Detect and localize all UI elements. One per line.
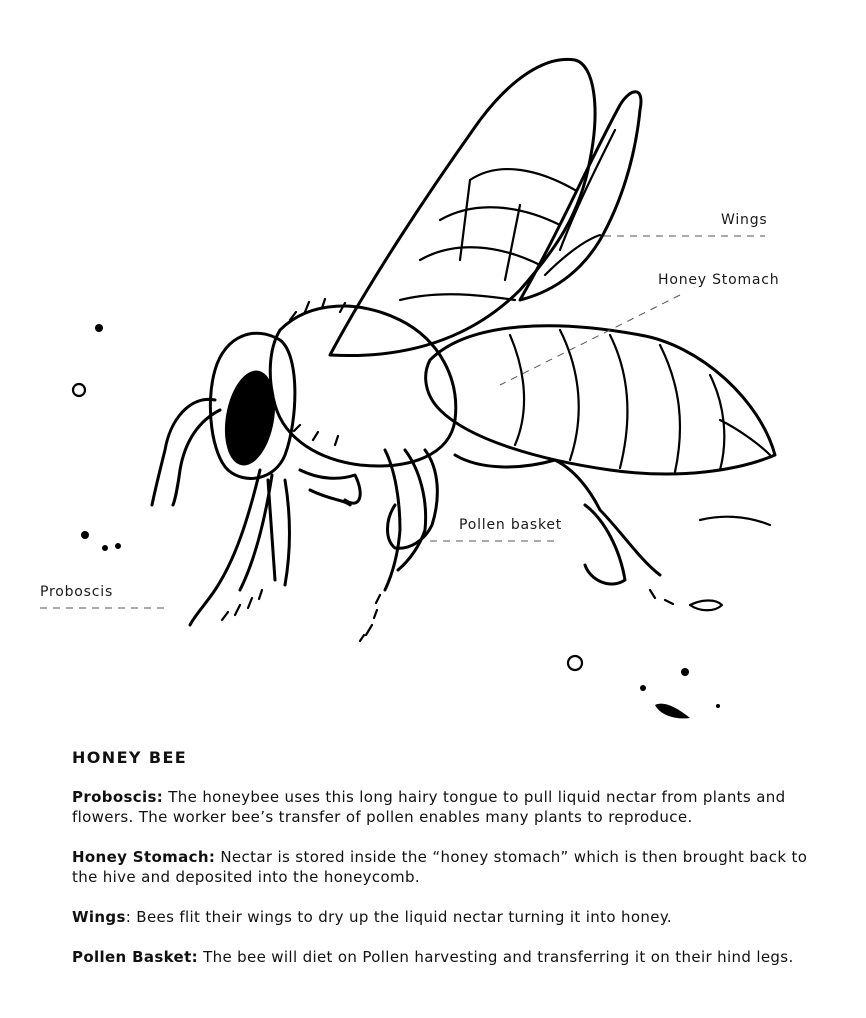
- bee-illustration: [73, 59, 775, 718]
- speckle: [102, 545, 108, 551]
- honey-stomach-label: Honey Stomach: [658, 272, 780, 288]
- speckle: [681, 668, 689, 676]
- antenna-right: [173, 410, 220, 505]
- title: HONEY BEE: [72, 748, 188, 767]
- abdomen-stripes: [510, 330, 770, 472]
- entry-term: Proboscis:: [72, 788, 164, 806]
- entry-body: Nectar is stored inside the “honey stomach” which is then brought back to the hive and deposited into the honeycomb.: [72, 848, 808, 886]
- callout-wings: [604, 212, 767, 236]
- forewing: [330, 59, 595, 355]
- hindwing-veins: [545, 130, 615, 275]
- front-leg: [300, 470, 360, 505]
- compound-eye: [218, 367, 282, 470]
- honey-stomach-leader: [500, 295, 680, 385]
- forewing-veins: [400, 169, 575, 300]
- entry-proboscis: [72, 787, 832, 827]
- entry-body: : Bees flit their wings to dry up the liquid nectar turning it into honey.: [125, 908, 673, 926]
- description-block: [72, 748, 832, 987]
- wings-label: Wings: [721, 212, 768, 228]
- callout-pollen-basket: [430, 517, 562, 541]
- thorax-hair: [290, 299, 345, 445]
- pollen-basket-label: Pollen basket: [459, 517, 563, 533]
- callout-honey-stomach: [500, 272, 779, 385]
- entry-body: The bee will diet on Pollen harvesting and transferring it on their hind legs.: [197, 948, 794, 966]
- hind-leg-hair: [650, 517, 770, 611]
- middle-leg-hair: [360, 595, 380, 641]
- entry-term: Wings: [72, 908, 126, 926]
- speckle: [716, 704, 720, 708]
- speckle: [81, 531, 89, 539]
- entry-wings: [72, 907, 832, 927]
- speckle: [95, 324, 103, 332]
- speckle: [655, 704, 690, 719]
- entry-honey-stomach: [72, 847, 832, 887]
- mouth-hair: [222, 590, 262, 620]
- entry-body: The honeybee uses this long hairy tongue to pull liquid nectar from plants and flowers. The worker bee’s transfer of pollen enables many plants to reproduce.: [72, 788, 786, 826]
- speckle: [640, 685, 646, 691]
- middle-leg: [385, 450, 426, 590]
- proboscis-label: Proboscis: [40, 584, 114, 600]
- callout-proboscis: [40, 584, 168, 608]
- entry-term: Pollen Basket:: [72, 948, 198, 966]
- speckle: [568, 656, 582, 670]
- speckle: [73, 384, 85, 396]
- proboscis-drawing: [190, 470, 290, 625]
- entry-term: Honey Stomach:: [72, 848, 216, 866]
- entry-pollen-basket: [72, 947, 832, 967]
- speckle: [115, 543, 121, 549]
